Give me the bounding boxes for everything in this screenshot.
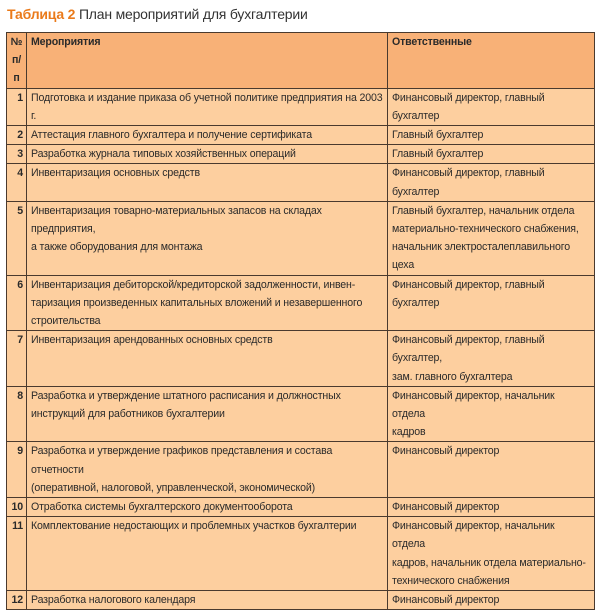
row-number: 2 [7,126,27,145]
responsible-cell-line: Финансовый директор, главный бухгалтер, [392,334,545,365]
responsible-cell [388,498,595,517]
row-number: 12 [7,591,27,610]
responsible-cell [388,201,595,275]
responsible-cell-line: Финансовый директор [392,501,500,514]
activity-cell [27,201,388,275]
table-row [7,145,595,164]
table-row [7,442,595,498]
table-number-label: Таблица 2 [7,6,76,22]
responsible-cell-line: Главный бухгалтер, начальник отдела [392,204,575,217]
responsible-cell [388,145,595,164]
table-row [7,517,595,591]
responsible-cell-line: кадров [392,426,426,439]
activity-cell [27,442,388,498]
row-number: 7 [7,331,27,387]
responsible-cell-line: технического снабжения [392,574,510,587]
activity-cell [27,591,388,610]
table-row [7,201,595,275]
responsible-cell [388,591,595,610]
responsible-cell [388,517,595,591]
responsible-cell [388,164,595,201]
activity-cell-line: Инвентаризация товарно-материальных запасов на складах предприятия, [31,204,322,236]
header-num-line: п/п [11,54,22,85]
responsible-cell-line: кадров, начальник отдела материально- [392,556,586,569]
activity-cell-line: Разработка налогового календаря [31,594,196,607]
activity-cell-line: Инвентаризация арендованных основных средств [31,334,273,347]
header-responsible: Ответственные [388,33,595,89]
table-header-row [7,33,595,89]
row-number: 8 [7,386,27,442]
activity-cell [27,331,388,387]
row-number: 6 [7,275,27,331]
responsible-cell-line: Финансовый директор [392,445,500,458]
responsible-cell [388,275,595,331]
activity-cell [27,164,388,201]
activity-cell [27,517,388,591]
activity-cell-line: Инвентаризация основных средств [31,167,200,180]
table-title: План мероприятий для бухгалтерии [78,6,308,22]
table-row [7,331,595,387]
responsible-cell-line: зам. главного бухгалтера [392,370,513,383]
responsible-cell-line: Финансовый директор, главный бухгалтер [392,91,545,122]
table-row [7,591,595,610]
header-activity: Мероприятия [27,33,388,89]
header-num-line: № [10,36,23,48]
row-number: 9 [7,442,27,498]
responsible-cell-line: Финансовый директор, начальник отдела [392,389,555,421]
activity-cell-line: Разработка и утверждение штатного расписания и должностных [31,389,341,402]
activity-cell-line: инструкций для работников бухгалтерии [31,408,225,421]
row-number: 11 [7,517,27,591]
activity-cell-line: Аттестация главного бухгалтера и получение сертификата [31,129,312,142]
activity-cell [27,498,388,517]
responsible-cell-line: Финансовый директор, начальник отдела [392,520,555,551]
responsible-cell-line: Главный бухгалтер [392,148,484,161]
table-row [7,88,595,125]
table-row [7,275,595,331]
responsible-cell-line: материально-технического снабжения, [392,223,579,236]
activity-cell-line: таризация произведенных капитальных вложений и незавершенного [31,296,363,309]
row-number: 3 [7,145,27,164]
table-row [7,498,595,517]
header-num [7,33,27,89]
responsible-cell [388,126,595,145]
activity-cell [27,275,388,331]
activity-cell [27,386,388,442]
activity-cell-line: Разработка журнала типовых хозяйственных операций [31,148,296,161]
activity-cell-line: Инвентаризация дебиторской/кредиторской задолженности, инвен- [31,278,356,291]
table-row [7,386,595,442]
responsible-cell [388,442,595,498]
responsible-cell [388,88,595,125]
table-row [7,126,595,145]
activity-cell-line: строительства [31,315,101,328]
activity-cell-line: Отработка системы бухгалтерского документооборота [31,501,293,514]
responsible-cell-line: Финансовый директор, главный бухгалтер [392,167,545,198]
row-number: 10 [7,498,27,517]
row-number: 4 [7,164,27,201]
table-row [7,164,595,201]
activity-cell-line: Комплектование недостающих и проблемных участков бухгалтерии [31,520,357,533]
responsible-cell [388,386,595,442]
responsible-cell-line: Финансовый директор, главный бухгалтер [392,278,545,309]
activity-cell-line: (оперативной, налоговой, управленческой, экономической) [31,481,316,494]
activity-cell [27,88,388,125]
table-body [7,88,595,610]
responsible-cell-line: Финансовый директор [392,594,500,607]
responsible-cell-line: начальник электросталеплавильного цеха [392,241,570,272]
responsible-cell-line: Главный бухгалтер [392,129,484,142]
table-caption [7,6,308,22]
activity-cell-line: Подготовка и издание приказа об учетной политике предприятия на 2003 г. [31,91,383,122]
activity-cell-line: Разработка и утверждение графиков представления и состава отчетности [31,445,333,476]
activities-table [6,32,595,610]
row-number: 5 [7,201,27,275]
responsible-cell [388,331,595,387]
activity-cell [27,145,388,164]
row-number: 1 [7,88,27,125]
activity-cell [27,126,388,145]
activity-cell-line: а также оборудования для монтажа [31,241,203,254]
